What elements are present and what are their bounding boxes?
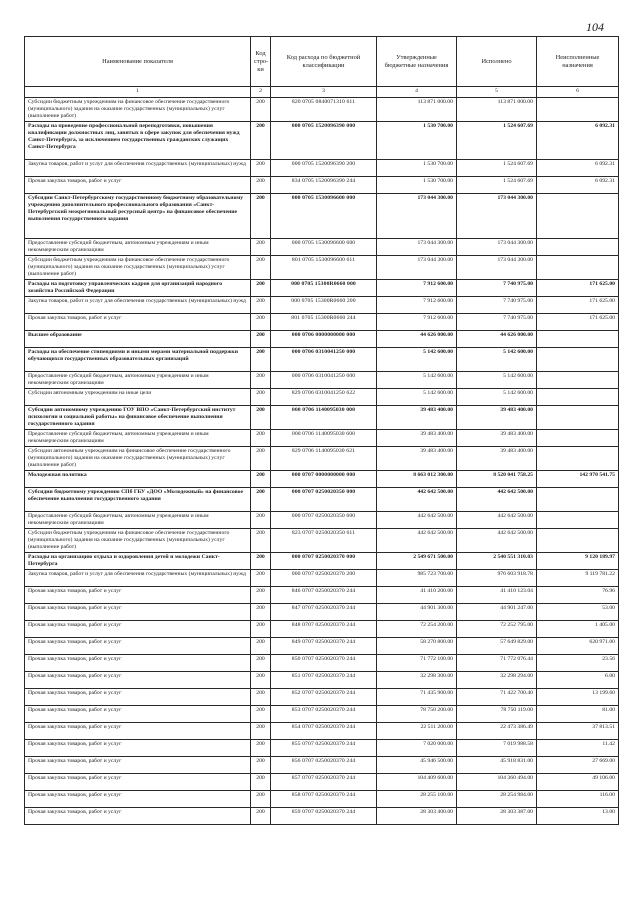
cell-line-code: 200 bbox=[251, 280, 271, 297]
cell-remaining bbox=[537, 406, 619, 430]
cell-indicator-name: Субсидии автономному учреждению ГОУ ВПО «Санкт-Петербургский институт психологии и социальной работы» на финансовое обеспечение выполнения государственного задания bbox=[25, 406, 251, 430]
cell-remaining: 27 669.00 bbox=[537, 757, 619, 774]
cell-indicator-name: Предоставление субсидий бюджетным, автономным учреждениям и иным некоммерческим организациям bbox=[25, 239, 251, 256]
cell-line-code: 200 bbox=[251, 587, 271, 604]
cell-executed: 104 360 494.00 bbox=[457, 774, 537, 791]
cell-indicator-name: Прочая закупка товаров, работ и услуг bbox=[25, 808, 251, 825]
cell-indicator-name: Субсидии бюджетному учреждению СПб ГБУ «ДОО «Молодежный» на финансовое обеспечение выполнения государственного задания bbox=[25, 488, 251, 512]
table-row bbox=[25, 757, 619, 774]
cell-remaining bbox=[537, 488, 619, 512]
table-row bbox=[25, 791, 619, 808]
cell-expense-code: 834 0705 1520096390 244 bbox=[271, 177, 377, 194]
cell-indicator-name: Закупка товаров, работ и услуг для обеспечения государственных (муниципальных) нужд bbox=[25, 570, 251, 587]
cell-remaining: 620 971.00 bbox=[537, 638, 619, 655]
table-row bbox=[25, 808, 619, 825]
cell-approved: 78 750 200.00 bbox=[377, 706, 457, 723]
cell-indicator-name: Субсидии автономным учреждениям на иные цели bbox=[25, 389, 251, 406]
cell-approved: 104 409 600.00 bbox=[377, 774, 457, 791]
table-row bbox=[25, 774, 619, 791]
cell-expense-code: 853 0707 0250020370 244 bbox=[271, 706, 377, 723]
cell-remaining bbox=[537, 239, 619, 256]
cell-executed: 173 044 300.00 bbox=[457, 256, 537, 280]
header-line-code: Код стро-ки bbox=[251, 37, 271, 87]
cell-remaining: 76.96 bbox=[537, 587, 619, 604]
cell-remaining: 53.00 bbox=[537, 604, 619, 621]
table-row bbox=[25, 740, 619, 757]
cell-expense-code: 829 0706 1140095030 621 bbox=[271, 447, 377, 471]
cell-executed: 976 603 918.78 bbox=[457, 570, 537, 587]
cell-line-code: 200 bbox=[251, 372, 271, 389]
cell-indicator-name: Субсидии автономным учреждениям на финансовое обеспечение государственного (муниципального) задания на оказание государственных (муниципальных) услуг (выполнение работ) bbox=[25, 447, 251, 471]
cell-approved: 7 912 600.00 bbox=[377, 297, 457, 314]
cell-indicator-name: Субсидии бюджетным учреждениям на финансовое обеспечение государственного (муниципального) задания на оказание государственных (муниципальных) услуг (выполнение работ) bbox=[25, 98, 251, 122]
cell-approved: 39 483 400.00 bbox=[377, 406, 457, 430]
cell-expense-code: 823 0707 0250020350 611 bbox=[271, 529, 377, 553]
header-remaining: Неисполненные назначения bbox=[537, 37, 619, 87]
cell-line-code: 200 bbox=[251, 331, 271, 348]
column-number: 4 bbox=[377, 87, 457, 98]
cell-indicator-name: Прочая закупка товаров, работ и услуг bbox=[25, 587, 251, 604]
cell-approved: 28 303 400.00 bbox=[377, 808, 457, 825]
header-executed: Исполнено bbox=[457, 37, 537, 87]
cell-indicator-name: Прочая закупка товаров, работ и услуг bbox=[25, 723, 251, 740]
cell-remaining: 9 120 189.97 bbox=[537, 553, 619, 570]
cell-expense-code: 000 0705 1520096390 200 bbox=[271, 160, 377, 177]
cell-expense-code: 000 0706 0000000000 000 bbox=[271, 331, 377, 348]
cell-approved: 1 530 700.00 bbox=[377, 122, 457, 160]
cell-expense-code: 000 0707 0000000000 000 bbox=[271, 471, 377, 488]
cell-indicator-name: Прочая закупка товаров, работ и услуг bbox=[25, 757, 251, 774]
cell-indicator-name: Прочая закупка товаров, работ и услуг bbox=[25, 314, 251, 331]
cell-executed: 57 649 829.00 bbox=[457, 638, 537, 655]
table-row bbox=[25, 98, 619, 122]
cell-remaining: 1 405.00 bbox=[537, 621, 619, 638]
cell-line-code: 200 bbox=[251, 488, 271, 512]
cell-executed: 32 298 294.00 bbox=[457, 672, 537, 689]
cell-expense-code: 854 0707 0250020370 244 bbox=[271, 723, 377, 740]
cell-approved: 5 142 600.00 bbox=[377, 389, 457, 406]
table-row bbox=[25, 331, 619, 348]
table-row bbox=[25, 529, 619, 553]
cell-line-code: 200 bbox=[251, 774, 271, 791]
table-row bbox=[25, 655, 619, 672]
header-expense-code: Код расхода по бюджетной классификации bbox=[271, 37, 377, 87]
cell-approved: 44 626 000.00 bbox=[377, 331, 457, 348]
cell-expense-code: 801 0705 15300R0660 244 bbox=[271, 314, 377, 331]
cell-remaining: 6 092.31 bbox=[537, 177, 619, 194]
column-number: 5 bbox=[457, 87, 537, 98]
cell-remaining bbox=[537, 348, 619, 372]
cell-indicator-name: Прочая закупка товаров, работ и услуг bbox=[25, 604, 251, 621]
table-row bbox=[25, 280, 619, 297]
cell-indicator-name: Прочая закупка товаров, работ и услуг bbox=[25, 638, 251, 655]
cell-approved: 58 270 800.00 bbox=[377, 638, 457, 655]
cell-line-code: 200 bbox=[251, 638, 271, 655]
cell-executed: 44 626 000.00 bbox=[457, 331, 537, 348]
table-row bbox=[25, 587, 619, 604]
cell-executed: 28 303 387.00 bbox=[457, 808, 537, 825]
cell-approved: 32 298 300.00 bbox=[377, 672, 457, 689]
cell-line-code: 200 bbox=[251, 406, 271, 430]
cell-indicator-name: Предоставление субсидий бюджетным, автономным учреждениям и иным некоммерческим организациям bbox=[25, 430, 251, 447]
cell-expense-code: 000 0706 1140095030 000 bbox=[271, 406, 377, 430]
cell-approved: 7 020 000.00 bbox=[377, 740, 457, 757]
cell-remaining: 171 625.00 bbox=[537, 314, 619, 331]
table-row bbox=[25, 314, 619, 331]
cell-approved: 442 642 500.00 bbox=[377, 512, 457, 529]
cell-line-code: 200 bbox=[251, 723, 271, 740]
cell-indicator-name: Субсидии Санкт-Петербургскому государственному бюджетному образовательному учреждению дополнительного профессионального образования «Санкт-Петербургский межрегиональный ресурсный центр» на финансовое обеспечение выполнения государственного задания bbox=[25, 194, 251, 239]
table-body bbox=[25, 98, 619, 825]
cell-executed: 442 642 500.00 bbox=[457, 512, 537, 529]
cell-approved: 173 044 300.00 bbox=[377, 194, 457, 239]
cell-remaining: 49 106.00 bbox=[537, 774, 619, 791]
table-row bbox=[25, 723, 619, 740]
cell-indicator-name: Закупка товаров, работ и услуг для обеспечения государственных (муниципальных) нужд bbox=[25, 297, 251, 314]
cell-expense-code: 801 0705 1530096600 611 bbox=[271, 256, 377, 280]
cell-approved: 1 530 700.00 bbox=[377, 177, 457, 194]
cell-line-code: 200 bbox=[251, 655, 271, 672]
cell-executed: 72 252 795.00 bbox=[457, 621, 537, 638]
cell-approved: 113 871 000.00 bbox=[377, 98, 457, 122]
cell-line-code: 200 bbox=[251, 808, 271, 825]
cell-expense-code: 000 0707 0250020350 600 bbox=[271, 512, 377, 529]
cell-expense-code: 000 0705 1530096600 000 bbox=[271, 194, 377, 239]
cell-executed: 442 642 500.00 bbox=[457, 529, 537, 553]
cell-line-code: 200 bbox=[251, 553, 271, 570]
cell-expense-code: 855 0707 0250020370 244 bbox=[271, 740, 377, 757]
cell-executed: 78 750 119.00 bbox=[457, 706, 537, 723]
cell-approved: 7 912 600.00 bbox=[377, 280, 457, 297]
table-header-row bbox=[25, 37, 619, 87]
cell-indicator-name: Расходы на организацию отдыха и оздоровления детей и молодежи Санкт-Петербурга bbox=[25, 553, 251, 570]
cell-approved: 5 142 600.00 bbox=[377, 372, 457, 389]
cell-remaining: 81.00 bbox=[537, 706, 619, 723]
cell-line-code: 200 bbox=[251, 447, 271, 471]
cell-remaining: 6 092.31 bbox=[537, 122, 619, 160]
cell-line-code: 200 bbox=[251, 471, 271, 488]
table-row bbox=[25, 512, 619, 529]
cell-executed: 39 483 400.00 bbox=[457, 430, 537, 447]
cell-line-code: 200 bbox=[251, 297, 271, 314]
cell-line-code: 200 bbox=[251, 791, 271, 808]
cell-expense-code: 000 0705 1520096390 000 bbox=[271, 122, 377, 160]
cell-indicator-name: Предоставление субсидий бюджетным, автономным учреждениям и иным некоммерческим организациям bbox=[25, 512, 251, 529]
table-row bbox=[25, 406, 619, 430]
cell-indicator-name: Расходы на проведение профессиональной переподготовки, повышения квалификации должностных лиц, занятых в сфере закупок для обеспечения нужд Санкт-Петербурга, за исключением государственных гражданских служащих Санкт-Петербурга bbox=[25, 122, 251, 160]
header-indicator-name: Наименование показателя bbox=[25, 37, 251, 87]
cell-approved: 1 530 700.00 bbox=[377, 160, 457, 177]
cell-line-code: 200 bbox=[251, 604, 271, 621]
cell-expense-code: 856 0707 0250020370 244 bbox=[271, 757, 377, 774]
cell-approved: 22 511 200.00 bbox=[377, 723, 457, 740]
cell-executed: 5 142 600.00 bbox=[457, 372, 537, 389]
table-row bbox=[25, 447, 619, 471]
table-row bbox=[25, 160, 619, 177]
cell-indicator-name: Прочая закупка товаров, работ и услуг bbox=[25, 689, 251, 706]
cell-executed: 7 740 975.00 bbox=[457, 297, 537, 314]
cell-expense-code: 000 0705 1530096600 600 bbox=[271, 239, 377, 256]
table-row bbox=[25, 389, 619, 406]
cell-line-code: 200 bbox=[251, 740, 271, 757]
table-row bbox=[25, 471, 619, 488]
cell-expense-code: 000 0707 0250020370 000 bbox=[271, 553, 377, 570]
cell-remaining: 171 625.00 bbox=[537, 280, 619, 297]
cell-approved: 45 946 500.00 bbox=[377, 757, 457, 774]
cell-indicator-name: Молодежная политика bbox=[25, 471, 251, 488]
cell-executed: 45 918 831.00 bbox=[457, 757, 537, 774]
cell-executed: 71 772 076.44 bbox=[457, 655, 537, 672]
table-row bbox=[25, 621, 619, 638]
cell-indicator-name: Прочая закупка товаров, работ и услуг bbox=[25, 655, 251, 672]
cell-line-code: 200 bbox=[251, 529, 271, 553]
cell-line-code: 200 bbox=[251, 122, 271, 160]
cell-remaining: 9 119 781.22 bbox=[537, 570, 619, 587]
cell-indicator-name: Прочая закупка товаров, работ и услуг bbox=[25, 740, 251, 757]
column-number: 6 bbox=[537, 87, 619, 98]
cell-indicator-name: Прочая закупка товаров, работ и услуг bbox=[25, 774, 251, 791]
cell-approved: 71 772 100.00 bbox=[377, 655, 457, 672]
table-row bbox=[25, 348, 619, 372]
cell-expense-code: 847 0707 0250020370 244 bbox=[271, 604, 377, 621]
table-row bbox=[25, 672, 619, 689]
cell-approved: 442 642 500.00 bbox=[377, 488, 457, 512]
cell-expense-code: 858 0707 0250020370 244 bbox=[271, 791, 377, 808]
cell-expense-code: 000 0706 0310041250 600 bbox=[271, 372, 377, 389]
cell-line-code: 200 bbox=[251, 672, 271, 689]
cell-approved: 28 255 100.00 bbox=[377, 791, 457, 808]
column-number: 3 bbox=[271, 87, 377, 98]
cell-expense-code: 857 0707 0250020370 244 bbox=[271, 774, 377, 791]
cell-expense-code: 851 0707 0250020370 244 bbox=[271, 672, 377, 689]
cell-approved: 985 723 700.00 bbox=[377, 570, 457, 587]
table-row bbox=[25, 177, 619, 194]
cell-expense-code: 848 0707 0250020370 244 bbox=[271, 621, 377, 638]
cell-approved: 8 663 012 300.00 bbox=[377, 471, 457, 488]
table-row bbox=[25, 488, 619, 512]
cell-remaining: 171 625.00 bbox=[537, 297, 619, 314]
cell-approved: 71 435 900.00 bbox=[377, 689, 457, 706]
cell-executed: 7 740 975.00 bbox=[457, 314, 537, 331]
column-number-row bbox=[25, 87, 619, 98]
cell-approved: 173 044 300.00 bbox=[377, 239, 457, 256]
cell-expense-code: 850 0707 0250020370 244 bbox=[271, 655, 377, 672]
cell-indicator-name: Высшее образование bbox=[25, 331, 251, 348]
table-row bbox=[25, 256, 619, 280]
cell-remaining: 11.42 bbox=[537, 740, 619, 757]
cell-indicator-name: Расходы на подготовку управленческих кадров для организаций народного хозяйства Российской Федерации bbox=[25, 280, 251, 297]
cell-remaining bbox=[537, 430, 619, 447]
cell-remaining: 6 092.31 bbox=[537, 160, 619, 177]
cell-remaining bbox=[537, 98, 619, 122]
cell-indicator-name: Субсидии бюджетным учреждениям на финансовое обеспечение государственного (муниципального) задания на оказание государственных (муниципальных) услуг (выполнение работ) bbox=[25, 529, 251, 553]
cell-remaining bbox=[537, 512, 619, 529]
cell-indicator-name: Прочая закупка товаров, работ и услуг bbox=[25, 791, 251, 808]
page-number: 104 bbox=[586, 20, 604, 34]
cell-executed: 173 044 300.00 bbox=[457, 239, 537, 256]
cell-remaining: 6.00 bbox=[537, 672, 619, 689]
cell-executed: 8 520 041 758.25 bbox=[457, 471, 537, 488]
cell-remaining bbox=[537, 194, 619, 239]
table-row bbox=[25, 297, 619, 314]
cell-executed: 1 524 607.69 bbox=[457, 160, 537, 177]
cell-expense-code: 859 0707 0250020370 244 bbox=[271, 808, 377, 825]
cell-executed: 2 540 551 310.03 bbox=[457, 553, 537, 570]
cell-line-code: 200 bbox=[251, 239, 271, 256]
cell-line-code: 200 bbox=[251, 98, 271, 122]
cell-remaining bbox=[537, 256, 619, 280]
cell-executed: 39 483 400.00 bbox=[457, 447, 537, 471]
cell-expense-code: 000 0707 0250020350 000 bbox=[271, 488, 377, 512]
table-row bbox=[25, 430, 619, 447]
cell-line-code: 200 bbox=[251, 430, 271, 447]
cell-indicator-name: Закупка товаров, работ и услуг для обеспечения государственных (муниципальных) нужд bbox=[25, 160, 251, 177]
cell-executed: 7 019 988.58 bbox=[457, 740, 537, 757]
column-number: 2 bbox=[251, 87, 271, 98]
cell-remaining bbox=[537, 389, 619, 406]
cell-line-code: 200 bbox=[251, 160, 271, 177]
cell-remaining bbox=[537, 372, 619, 389]
table-row bbox=[25, 372, 619, 389]
cell-expense-code: 000 0707 0250020370 200 bbox=[271, 570, 377, 587]
header-approved: Утвержденные бюджетные назначения bbox=[377, 37, 457, 87]
cell-line-code: 200 bbox=[251, 194, 271, 239]
cell-expense-code: 846 0707 0250020370 244 bbox=[271, 587, 377, 604]
cell-expense-code: 000 0705 15300R0660 200 bbox=[271, 297, 377, 314]
cell-approved: 41 410 200.00 bbox=[377, 587, 457, 604]
cell-remaining bbox=[537, 447, 619, 471]
cell-approved: 2 549 671 500.00 bbox=[377, 553, 457, 570]
table-row bbox=[25, 604, 619, 621]
cell-line-code: 200 bbox=[251, 177, 271, 194]
cell-expense-code: 000 0706 0310041250 000 bbox=[271, 348, 377, 372]
cell-executed: 41 410 123.04 bbox=[457, 587, 537, 604]
cell-executed: 1 524 607.69 bbox=[457, 177, 537, 194]
cell-approved: 44 901 300.00 bbox=[377, 604, 457, 621]
cell-executed: 7 740 975.00 bbox=[457, 280, 537, 297]
table-row bbox=[25, 239, 619, 256]
cell-expense-code: 820 0705 0840071310 611 bbox=[271, 98, 377, 122]
cell-remaining: 37 813.51 bbox=[537, 723, 619, 740]
cell-indicator-name: Прочая закупка товаров, работ и услуг bbox=[25, 621, 251, 638]
cell-remaining bbox=[537, 529, 619, 553]
cell-indicator-name: Предоставление субсидий бюджетным, автономным учреждениям и иным некоммерческим организациям bbox=[25, 372, 251, 389]
cell-remaining: 142 970 541.75 bbox=[537, 471, 619, 488]
cell-line-code: 200 bbox=[251, 621, 271, 638]
table-row bbox=[25, 122, 619, 160]
cell-line-code: 200 bbox=[251, 512, 271, 529]
cell-remaining: 13.00 bbox=[537, 808, 619, 825]
cell-indicator-name: Субсидии бюджетным учреждениям на финансовое обеспечение государственного (муниципального) задания на оказание государственных (муниципальных) услуг (выполнение работ) bbox=[25, 256, 251, 280]
cell-executed: 1 524 607.69 bbox=[457, 122, 537, 160]
cell-line-code: 200 bbox=[251, 570, 271, 587]
table-row bbox=[25, 553, 619, 570]
cell-line-code: 200 bbox=[251, 706, 271, 723]
cell-executed: 71 422 700.40 bbox=[457, 689, 537, 706]
cell-executed: 5 142 600.00 bbox=[457, 389, 537, 406]
cell-executed: 173 044 300.00 bbox=[457, 194, 537, 239]
cell-remaining: 13 199.60 bbox=[537, 689, 619, 706]
cell-indicator-name: Прочая закупка товаров, работ и услуг bbox=[25, 177, 251, 194]
cell-remaining: 23.56 bbox=[537, 655, 619, 672]
cell-remaining: 116.00 bbox=[537, 791, 619, 808]
cell-expense-code: 852 0707 0250020370 244 bbox=[271, 689, 377, 706]
cell-approved: 39 483 400.00 bbox=[377, 447, 457, 471]
cell-approved: 5 142 600.00 bbox=[377, 348, 457, 372]
cell-expense-code: 829 0706 0310041250 622 bbox=[271, 389, 377, 406]
cell-executed: 22 473 386.49 bbox=[457, 723, 537, 740]
cell-expense-code: 000 0706 1140095030 600 bbox=[271, 430, 377, 447]
cell-line-code: 200 bbox=[251, 256, 271, 280]
cell-executed: 113 871 000.00 bbox=[457, 98, 537, 122]
cell-executed: 39 483 400.00 bbox=[457, 406, 537, 430]
table-row bbox=[25, 570, 619, 587]
cell-executed: 44 901 247.00 bbox=[457, 604, 537, 621]
cell-approved: 72 254 200.00 bbox=[377, 621, 457, 638]
cell-line-code: 200 bbox=[251, 689, 271, 706]
cell-line-code: 200 bbox=[251, 348, 271, 372]
cell-approved: 39 483 400.00 bbox=[377, 430, 457, 447]
cell-line-code: 200 bbox=[251, 389, 271, 406]
cell-indicator-name: Прочая закупка товаров, работ и услуг bbox=[25, 672, 251, 689]
table-row bbox=[25, 638, 619, 655]
cell-executed: 442 642 500.00 bbox=[457, 488, 537, 512]
table-row bbox=[25, 689, 619, 706]
cell-approved: 442 642 500.00 bbox=[377, 529, 457, 553]
cell-expense-code: 000 0705 15300R0660 000 bbox=[271, 280, 377, 297]
cell-line-code: 200 bbox=[251, 757, 271, 774]
cell-remaining bbox=[537, 331, 619, 348]
budget-execution-table bbox=[24, 36, 619, 825]
cell-executed: 28 254 984.00 bbox=[457, 791, 537, 808]
cell-approved: 7 912 600.00 bbox=[377, 314, 457, 331]
table-row bbox=[25, 194, 619, 239]
table-row bbox=[25, 706, 619, 723]
cell-indicator-name: Расходы на обеспечение стипендиями и иными мерами материальной поддержки обучающихся государственных образовательных организаций bbox=[25, 348, 251, 372]
cell-executed: 5 142 600.00 bbox=[457, 348, 537, 372]
column-number: 1 bbox=[25, 87, 251, 98]
cell-indicator-name: Прочая закупка товаров, работ и услуг bbox=[25, 706, 251, 723]
cell-expense-code: 849 0707 0250020370 244 bbox=[271, 638, 377, 655]
cell-approved: 173 044 300.00 bbox=[377, 256, 457, 280]
cell-line-code: 200 bbox=[251, 314, 271, 331]
